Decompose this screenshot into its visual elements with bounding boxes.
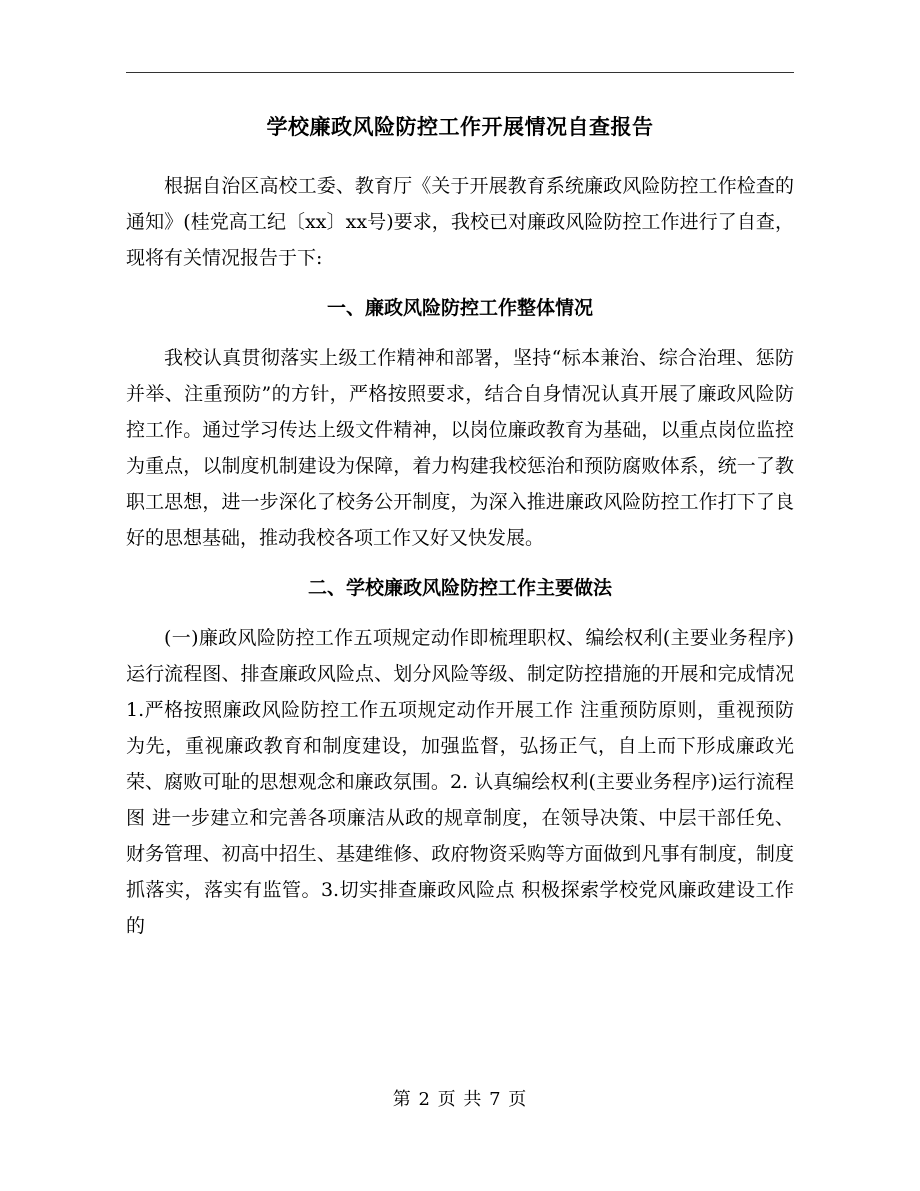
intro-paragraph: 根据自治区高校工委、教育厅《关于开展教育系统廉政风险防控工作检查的通知》(桂党高工纪〔xx〕xx号)要求，我校已对廉政风险防控工作进行了自查，现将有关情况报告于下: [126, 175, 794, 269]
section-body-2: (一)廉政风险防控工作五项规定动作即梳理职权、编绘权利(主要业务程序)运行流程图、排查廉政风险点、划分风险等级、制定防控措施的开展和完成情况 1.严格按照廉政风险防控工作五项规定动作开展工作 注重预防原则，重视预防为先，重视廉政教育和制度建设，加强监督，弘扬正气，自上而下形成廉政光荣、腐败可耻的思想观念和廉政氛围。2. 认真编绘权利(主要业务程序)运行流程图 进一步建立和完善各项廉洁从政的规章制度，在领导决策、中层干部任免、财务管理、初高中招生、基建维修、政府物资采购等方面做到凡事有制度，制度抓落实，落实有监管。3.切实排查廉政风险点 积极探索学校党风廉政建设工作的 [126, 627, 794, 937]
header-rule [126, 72, 794, 73]
document-body [126, 100, 794, 944]
page-number: 第 2 页 共 7 页 [392, 1089, 528, 1110]
section-heading-1: 一、廉政风险防控工作整体情况 [326, 297, 593, 319]
section-heading-2: 二、学校廉政风险防控工作主要做法 [307, 577, 612, 599]
section-body-1: 我校认真贯彻落实上级工作精神和部署，坚持“标本兼治、综合治理、惩防并举、注重预防”的方针，严格按照要求，结合自身情况认真开展了廉政风险防控工作。通过学习传达上级文件精神，以岗位廉政教育为基础，以重点岗位监控为重点，以制度机制建设为保障，着力构建我校惩治和预防腐败体系，统一了教职工思想，进一步深化了校务公开制度，为深入推进廉政风险防控工作打下了良好的思想基础，推动我校各项工作又好又快发展。 [126, 347, 794, 549]
document-title: 学校廉政风险防控工作开展情况自查报告 [266, 114, 654, 139]
